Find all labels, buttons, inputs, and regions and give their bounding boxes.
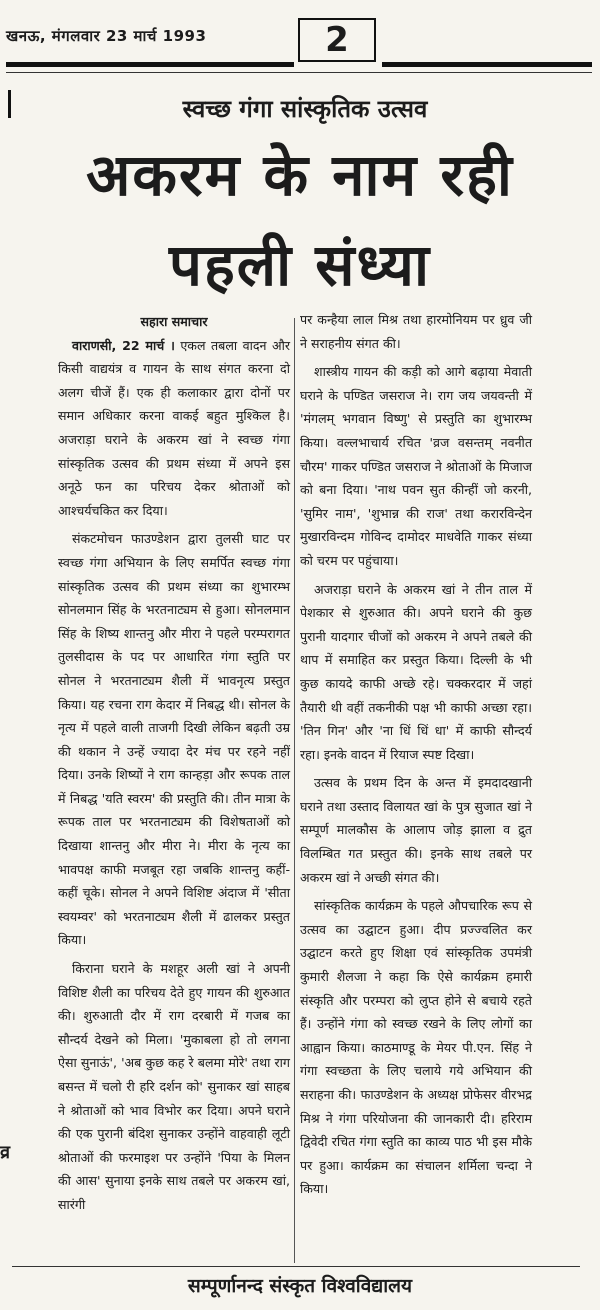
- paragraph: उत्सव के प्रथम दिन के अन्त में इमदादखानी घराने तथा उस्ताद विलायत खां के पुत्र सुजात खां ने सम्पूर्ण मालकौस के आलाप जोड़ झाला व द्रुत विलम्बित गत प्रस्तुत की। इनके साथ तबले पर अकरम खां ने अच्छी संगत की।: [300, 775, 532, 885]
- footer-rule: [12, 1266, 580, 1267]
- paragraph: [58, 334, 290, 523]
- paragraph: संकटमोचन फाउण्डेशन द्वारा तुलसी घाट पर स्वच्छ गंगा अभियान के लिए समर्पित स्वच्छ गंगा सांस्कृतिक उत्सव की प्रथम संध्या का शुभारम्भ सोनलमान सिंह के भरतनाट्यम से हुआ। सोनलमान सिंह के शिष्य शान्तनु और मीरा ने पहले परम्परागत तुलसीदास के पद पर आधारित गंगा स्तुति पर सोनल ने भरतनाट्यम शैली में भावनृत्य प्रस्तुत किया। यह रचना राग केदार में निबद्ध थी। सोनल के नृत्य में पहले वाली ताजगी दिखी लेकिन बढ़ती उम्र की थकान ने उन्हें ज्यादा देर मंच पर रहने नहीं दिया। उनके शिष्यों ने राग कान्हड़ा और रूपक ताल में निबद्ध 'यति स्वरम' की प्रस्तुति की। तीन मात्रा के रूपक ताल पर भरतनाट्यम की विशेषताओं को दिखाया शान्तनु और मीरा ने। मीरा के नृत्य का भावपक्ष काफी मजबूत रहा जबकि शान्तनु कहीं-कहीं चूके। सोनल ने अपने विशिष्ट अंदाज में 'सीता स्वयम्वर' को भरतनाट्यम शैली में ढालकर प्रस्तुत किया।: [58, 531, 290, 948]
- header-rule-left: [6, 62, 294, 67]
- paragraph-text: एकल तबला वादन और किसी वाद्ययंत्र व गायन के साथ संगत करना दो अलग चीजें हैं। एक ही कलाकार द्वारा दोनों पर समान अधिकार करना वाकई बहुत मुश्किल है। अजराड़ा घराने के अकरम खां ने स्वच्छ गंगा सांस्कृतिक उत्सव की प्रथम संध्या में अपने इस अनूठे फन का परिचय देकर श्रोताओं को आश्चर्यचकित कर दिया।: [58, 337, 290, 518]
- header-rule-right: [382, 62, 592, 67]
- paragraph: शास्त्रीय गायन की कड़ी को आगे बढ़ाया मेवाती घराने के पण्डित जसराज ने। राग जय जयवन्ती में 'मंगलम् भगवान विष्णु' से प्रस्तुति का शुभारम्भ किया। वल्लभाचार्य रचित 'व्रज वसन्तम् नवनीत चौरम' गाकर पण्डित जसराज ने श्रोताओं के मिजाज को बना दिया। 'नाथ पवन सुत कीन्हीं जो करनी, 'सुमिर नाम', 'शुभान्न की राज' तथा करारविन्देन मुखारविन्दम गोविन्द दामोदर माधवेति गाकर संध्या को चरम पर पहुंचाया।: [300, 364, 532, 568]
- headline-line-1: अकरम के नाम रही: [86, 141, 514, 209]
- article-column-right: [300, 308, 532, 1206]
- byline: सहारा समाचार: [140, 314, 208, 329]
- paragraph: पर कन्हैया लाल मिश्र तथा हारमोनियम पर ध्रुव जी ने सराहनीय संगत की।: [300, 312, 532, 351]
- dateline: खनऊ, मंगलवार 23 मार्च 1993: [6, 27, 207, 45]
- header-rule-thin: [6, 72, 592, 73]
- kicker: स्वच्छ गंगा सांस्कृतिक उत्सव: [182, 95, 428, 123]
- headline-line-2: पहली संध्या: [169, 231, 431, 299]
- page-number: 2: [298, 18, 376, 62]
- column-divider: [294, 318, 295, 1263]
- dateline-city: वाराणसी, 22 मार्च ।: [72, 337, 175, 353]
- masthead: [0, 18, 600, 68]
- paragraph: किराना घराने के मशहूर अली खां ने अपनी विशिष्ट शैली का परिचय देते हुए गायन की शुरुआत की। शुरुआती दौर में राग दरबारी में गजब का सौन्दर्य देखने को मिला। 'मुकाबला हो तो लगना ऐसा सुनाऊं', 'अब कुछ कह रे बलमा मोरे' तथा राग बसन्त में चलो री हरि दर्शन को' सुनाकर खां साहब ने श्रोताओं को भाव विभोर कर दिया। अपने घराने की एक पुरानी बंदिश सुनाकर उन्होंने वाहवाही लूटी श्रोताओं की फरमाइश पर उन्होंने 'पिया के मिलन की आस' सुनाया इनके साथ तबले पर अकरम खां, सारंगी: [58, 961, 290, 1212]
- paragraph: सांस्कृतिक कार्यक्रम के पहले औपचारिक रूप से उत्सव का उद्घाटन हुआ। दीप प्रज्ज्वलित कर उद्घाटन करते हुए शिक्षा एवं सांस्कृतिक उपमंत्री कुमारी शैलजा ने कहा कि ऐसे कार्यक्रम हमारी संस्कृति और परम्परा को लुप्त होने से बचाये रहते हैं। उन्होंने गंगा को स्वच्छ रखने के लिए लोगों का आह्वान किया। काठमाण्डू के मेयर पी.एन. सिंह ने गंगा स्वच्छता के लिए चलाये गये अभियान की सराहना की। फाउण्डेशन के अध्यक्ष प्रोफेसर वीरभद्र मिश्र ने गंगा परियोजना की जानकारी दी। हरिराम द्विवेदी रचित गंगा स्तुति का काव्य पाठ भी इस मौके पर हुआ। कार्यक्रम का संचालन शर्मिला चन्दा ने किया।: [300, 898, 532, 1197]
- margin-fragment: व्र: [0, 1142, 11, 1163]
- library-stamp: सम्पूर्णानन्द संस्कृत विश्वविद्यालय: [187, 1275, 413, 1297]
- paragraph: अजराड़ा घराने के अकरम खां ने तीन ताल में पेशकार से शुरुआत की। अपने घराने की कुछ पुरानी यादगार चीजों को अकरम ने अपने तबले की थाप में समाहित कर प्रस्तुत किया। दिल्ली के भी कुछ कायदे काफी अच्छे रहे। चक्करदार में जहां तैयारी थी वहीं तकनीकी पक्ष भी काफी अच्छा रहा। 'तिन गिन' और 'ना धिं धिं धा' में काफी सौन्दर्य रहा। इनके वादन में रियाज स्पष्ट दिखा।: [300, 581, 532, 762]
- article-column-left: [58, 310, 290, 1222]
